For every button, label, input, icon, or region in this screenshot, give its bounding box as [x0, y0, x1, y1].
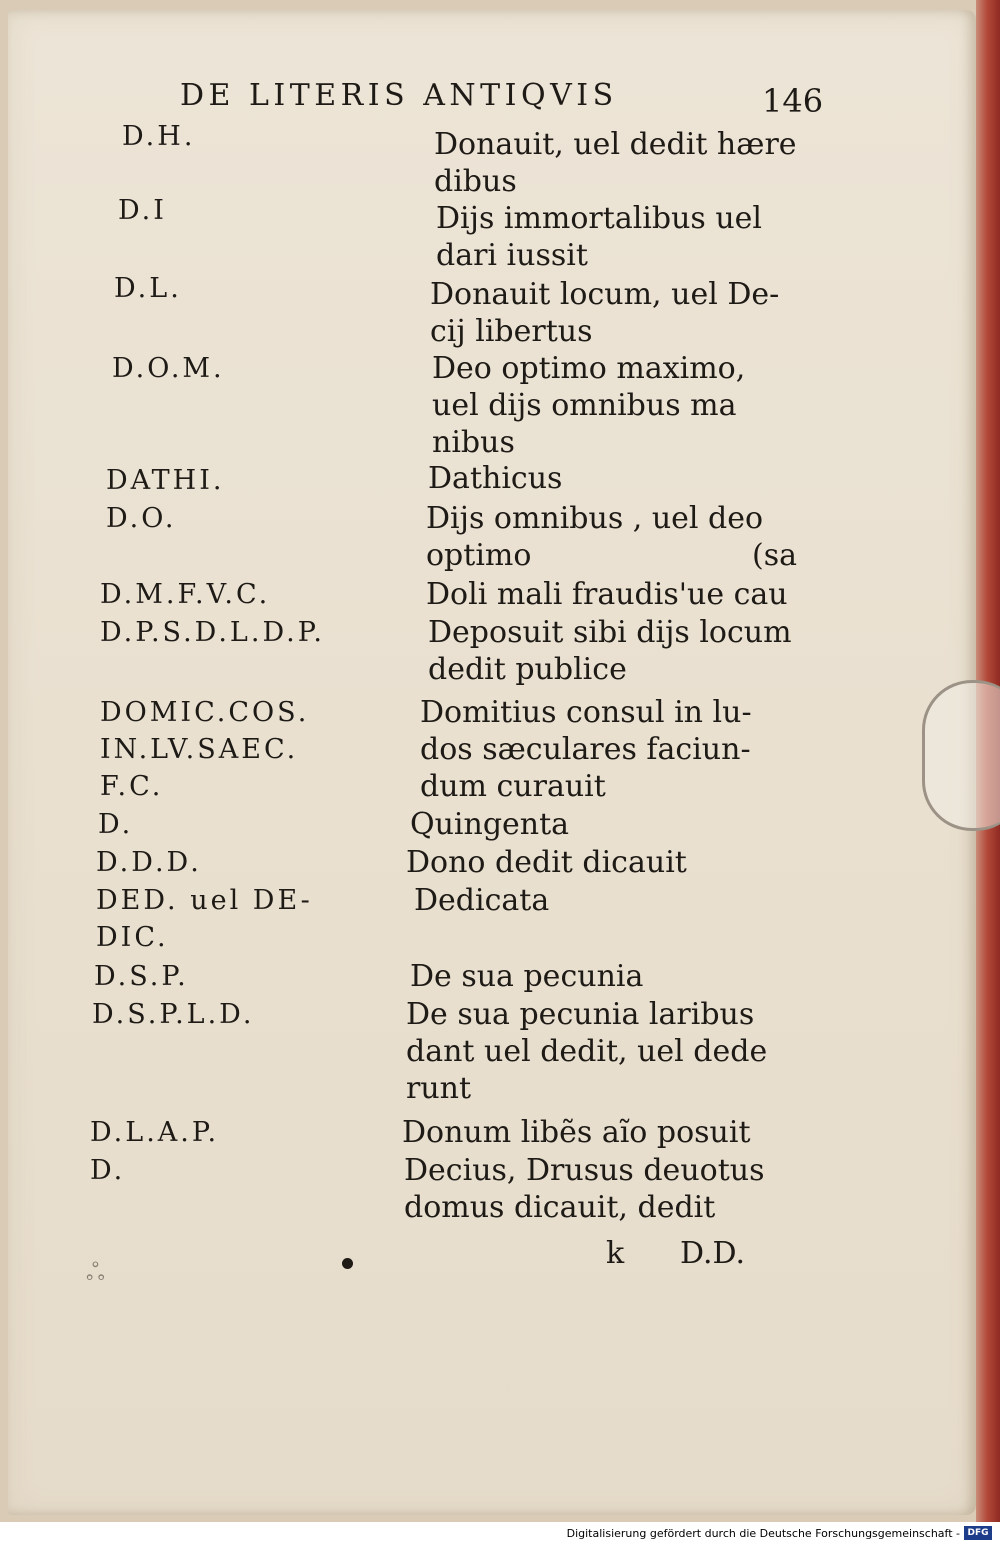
abbr-entry: D.S.P. [94, 961, 189, 992]
abbr-entry: DED. uel DE- DIC. [96, 885, 313, 953]
abbr-entry: D.D.D. [96, 847, 202, 878]
abbr-entry: D.P.S.D.L.D.P. [100, 617, 325, 648]
ink-dot [342, 1258, 353, 1269]
running-title: DE LITERIS ANTIQVIS [180, 78, 618, 113]
abbr-entry: D.M.F.V.C. [100, 579, 271, 610]
page-number: 146 [762, 82, 824, 120]
meaning-entry: De sua pecunia laribus dant uel dedit, uel dede runt [406, 997, 768, 1106]
signature-mark: k [606, 1236, 625, 1271]
abbr-entry: D.L.A.P. [90, 1117, 220, 1148]
abbr-entry: DATHI. [106, 465, 225, 496]
meaning-entry: Deo optimo maximo, uel dijs omnibus ma nibus [432, 351, 746, 460]
meaning-entry: De sua pecunia [410, 959, 644, 994]
abbr-entry: DOMIC.COS. IN.LV.SAEC. F.C. [100, 697, 310, 802]
footer-credit: Digitalisierung gefördert durch die Deutsche Forschungsgemeinschaft - [566, 1527, 960, 1540]
bleed-through-mark: ஃ [86, 1258, 105, 1286]
margin-note: (sa [752, 538, 797, 573]
abbr-entry: D. [90, 1155, 126, 1186]
meaning-entry: Dathicus [428, 461, 563, 496]
meaning-entry: Dono dedit dicauit [406, 845, 687, 880]
abbr-entry: D.I [118, 195, 167, 226]
dfg-logo: DFG [964, 1526, 992, 1540]
meaning-entry: Quingenta [410, 807, 570, 842]
meaning-entry: Dijs omnibus , uel deo optimo [426, 501, 764, 573]
page-clip [922, 680, 1000, 831]
meaning-entry: Donum libẽs aĩo posuit [402, 1115, 751, 1150]
meaning-entry: Donauit locum, uel De- cij libertus [430, 277, 780, 349]
meaning-entry: Deposuit sibi dijs locum dedit publice [428, 615, 792, 687]
abbr-entry: D. [98, 809, 134, 840]
meaning-entry: Dedicata [414, 883, 550, 918]
meaning-entry: Doli mali fraudis'ue cau [426, 577, 788, 612]
meaning-entry: Decius, Drusus deuotus domus dicauit, dedit [404, 1153, 765, 1225]
meaning-entry: Dijs immortalibus uel dari iussit [436, 201, 763, 273]
abbr-entry: D.L. [114, 273, 182, 304]
abbr-entry: D.O. [106, 503, 177, 534]
meaning-entry: Domitius consul in lu- dos sæculares faciun- dum curauit [420, 695, 752, 804]
catchword: D.D. [680, 1236, 746, 1271]
meaning-entry: Donauit, uel dedit hære dibus [434, 127, 797, 199]
running-head [180, 78, 830, 122]
abbr-entry: D.S.P.L.D. [92, 999, 255, 1030]
abbr-entry: D.H. [122, 121, 196, 152]
abbr-entry: D.O.M. [112, 353, 225, 384]
